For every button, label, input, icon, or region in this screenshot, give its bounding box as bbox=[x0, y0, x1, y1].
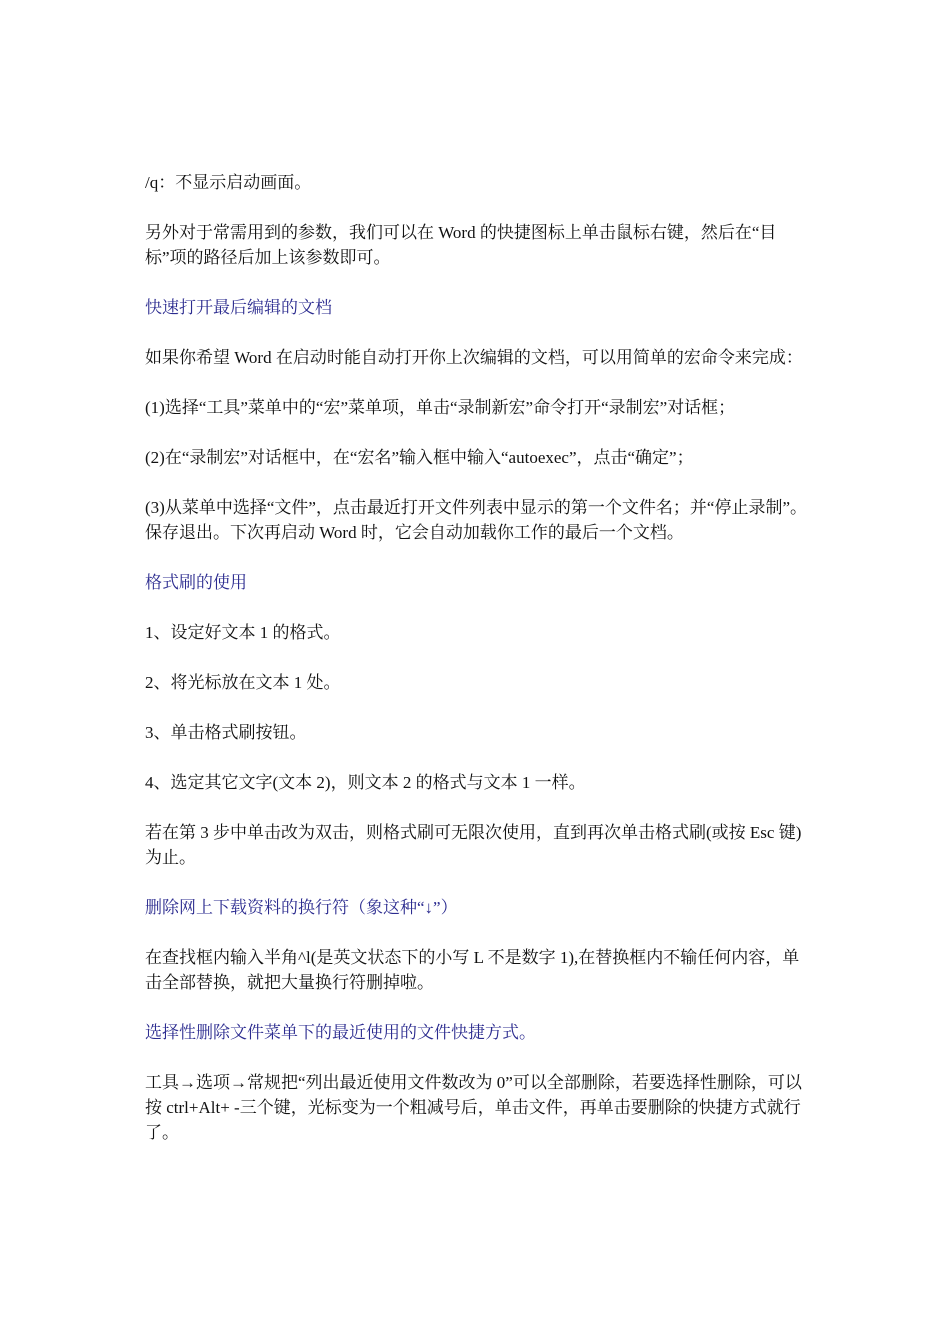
paragraph-recent-files-tip: 工具→选项→常规把“列出最近使用文件数改为 0”可以全部删除，若要选择性删除，可以按 ctrl+Alt+ -三个键，光标变为一个粗减号后，单击文件，再单击要删除的快捷方式就行了。 bbox=[145, 1073, 802, 1142]
paragraph-step-3: (3)从菜单中选择“文件”，点击最近打开文件列表中显示的第一个文件名；并“停止录制”。保存退出。下次再启动 Word 时，它会自动加载你工作的最后一个文档。 bbox=[145, 498, 808, 542]
paragraph-format-step-3: 3、单击格式刷按钮。 bbox=[145, 723, 307, 742]
document-body bbox=[145, 170, 810, 1170]
section-heading-open-last-doc: 快速打开最后编辑的文档 bbox=[145, 298, 332, 317]
paragraph-step-2: (2)在“录制宏”对话框中，在“宏名”输入框中输入“autoexec”，点击“确定”； bbox=[145, 448, 694, 467]
section-heading-recent-files: 选择性删除文件菜单下的最近使用的文件快捷方式。 bbox=[145, 1023, 536, 1042]
paragraph-format-step-1: 1、设定好文本 1 的格式。 bbox=[145, 623, 341, 642]
section-heading-format-painter: 格式刷的使用 bbox=[145, 573, 247, 592]
paragraph-macro-intro: 如果你希望 Word 在启动时能自动打开你上次编辑的文档，可以用简单的宏命令来完成： bbox=[145, 348, 803, 367]
paragraph-step-1: (1)选择“工具”菜单中的“宏”菜单项，单击“录制新宏”命令打开“录制宏”对话框； bbox=[145, 398, 736, 417]
paragraph-format-step-4: 4、选定其它文字(文本 2)，则文本 2 的格式与文本 1 一样。 bbox=[145, 773, 586, 792]
paragraph-shortcut-params: 另外对于常需用到的参数，我们可以在 Word 的快捷图标上单击鼠标右键，然后在“目标”项的路径后加上该参数即可。 bbox=[145, 223, 777, 267]
paragraph-format-double-click: 若在第 3 步中单击改为双击，则格式刷可无限次使用，直到再次单击格式刷(或按 Esc 键)为止。 bbox=[145, 823, 802, 867]
paragraph-q-switch: /q：不显示启动画面。 bbox=[145, 173, 312, 192]
section-heading-remove-line-breaks: 删除网上下载资料的换行符（象这种“↓”） bbox=[145, 898, 458, 917]
paragraph-find-replace: 在查找框内输入半角^l(是英文状态下的小写 L 不是数字 1),在替换框内不输任何内容，单击全部替换，就把大量换行符删掉啦。 bbox=[145, 948, 800, 992]
paragraph-format-step-2: 2、将光标放在文本 1 处。 bbox=[145, 673, 341, 692]
